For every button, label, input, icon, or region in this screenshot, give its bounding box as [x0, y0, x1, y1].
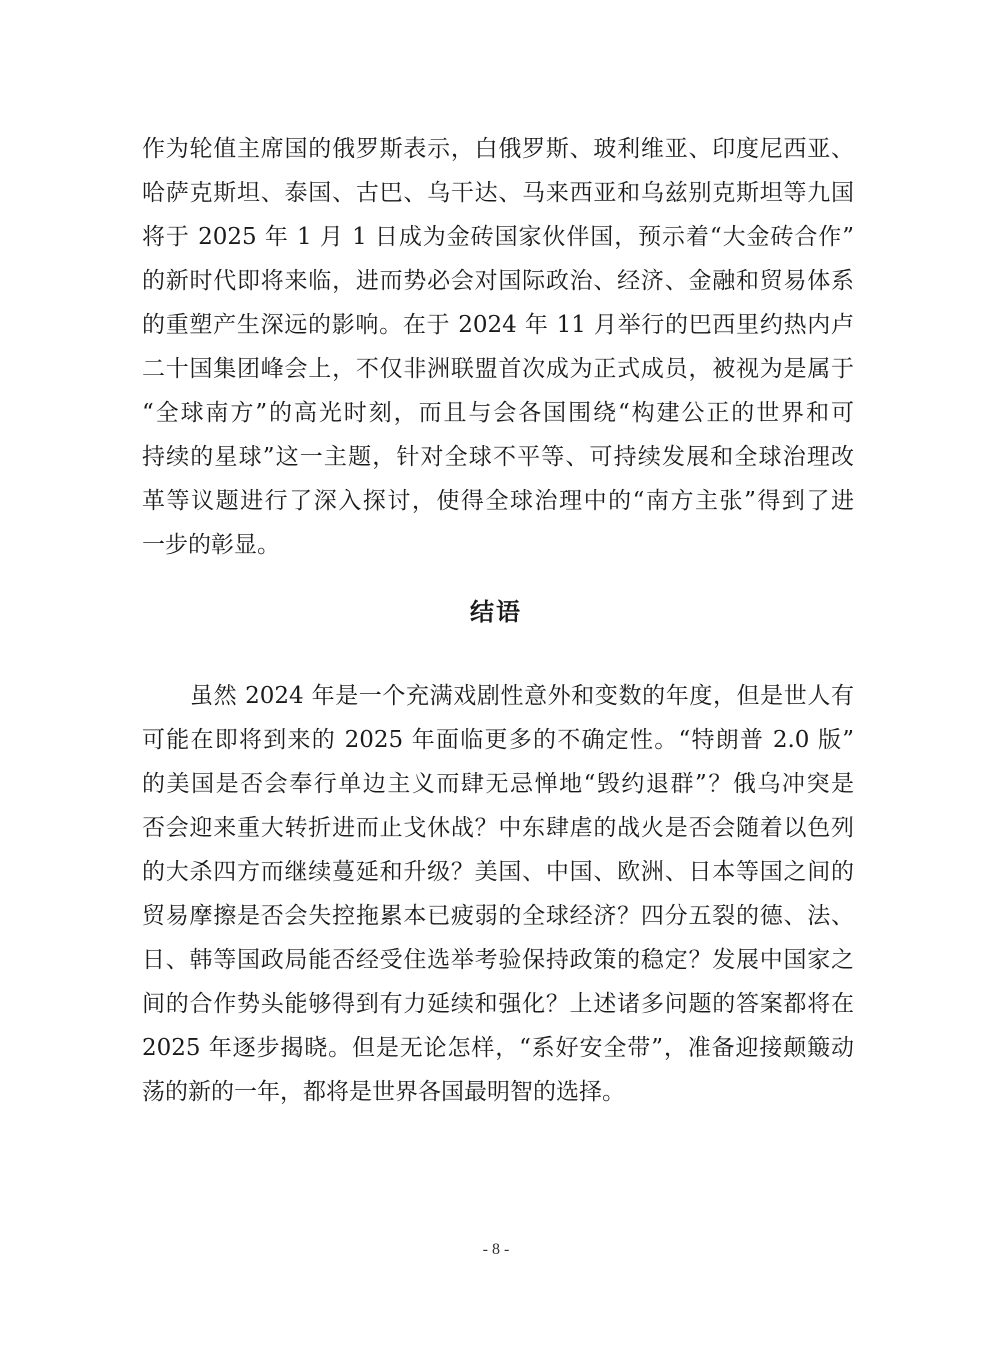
text-line: 虽然 2024 年是一个充满戏剧性意外和变数的年度，但是世人有: [190, 683, 854, 709]
page-number: - 8 -: [482, 1241, 510, 1258]
text-line: 贸易摩擦是否会失控拖累本已疲弱的全球经济？四分五裂的德、法、: [142, 903, 854, 929]
text-line: 哈萨克斯坦、泰国、古巴、乌干达、马来西亚和乌兹别克斯坦等九国: [142, 180, 854, 206]
text-line: “全球南方”的高光时刻，而且与会各国围绕“构建公正的世界和可: [142, 400, 854, 426]
text-line: 作为轮值主席国的俄罗斯表示，白俄罗斯、玻利维亚、印度尼西亚、: [142, 136, 854, 162]
text-line: 2025 年逐步揭晓。但是无论怎样，“系好安全带”，准备迎接颠簸动: [142, 1035, 854, 1061]
text-line: 将于 2025 年 1 月 1 日成为金砖国家伙伴国，预示着“大金砖合作”: [142, 224, 854, 250]
text-line: 日、韩等国政局能否经受住选举考验保持政策的稳定？发展中国家之: [142, 947, 854, 973]
text-line: 一步的彰显。: [142, 532, 280, 558]
text-line: 的美国是否会奉行单边主义而肆无忌惮地“毁约退群”？俄乌冲突是: [142, 771, 854, 797]
text-line: 荡的新的一年，都将是世界各国最明智的选择。: [142, 1079, 625, 1105]
text-line: 持续的星球”这一主题，针对全球不平等、可持续发展和全球治理改: [142, 444, 854, 470]
text-line: 的重塑产生深远的影响。在于 2024 年 11 月举行的巴西里约热内卢: [142, 312, 854, 338]
text-line: 的新时代即将来临，进而势必会对国际政治、经济、金融和贸易体系: [142, 268, 854, 294]
body-paragraph-conclusion: [142, 674, 854, 1114]
text-line: 的大杀四方而继续蔓延和升级？美国、中国、欧洲、日本等国之间的: [142, 859, 854, 885]
text-line: 可能在即将到来的 2025 年面临更多的不确定性。“特朗普 2.0 版”: [142, 727, 854, 753]
section-heading-conclusion: 结语: [470, 598, 522, 626]
body-paragraph-brics: [142, 127, 854, 567]
text-line: 二十国集团峰会上，不仅非洲联盟首次成为正式成员，被视为是属于: [142, 356, 854, 382]
text-line: 间的合作势头能够得到有力延续和强化？上述诸多问题的答案都将在: [142, 991, 854, 1017]
text-line: 否会迎来重大转折进而止戈休战？中东肆虐的战火是否会随着以色列: [142, 815, 854, 841]
text-line: 革等议题进行了深入探讨，使得全球治理中的“南方主张”得到了进: [142, 488, 854, 514]
